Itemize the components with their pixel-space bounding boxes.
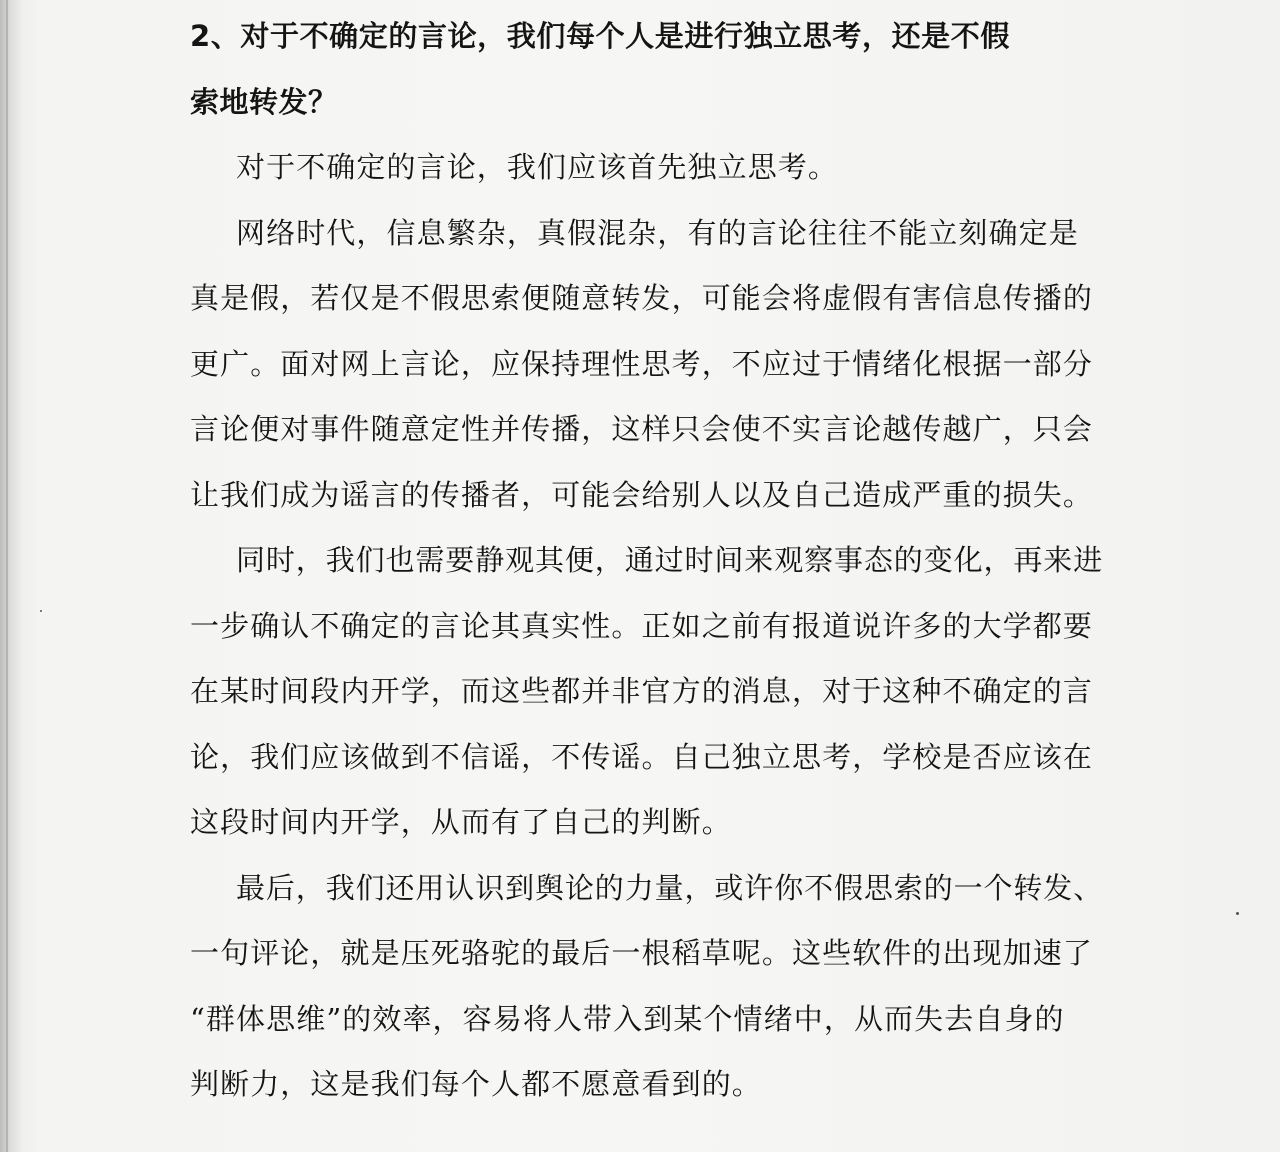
question-heading-line-1: 2、对于不确定的言论，我们每个人是进行独立思考，还是不假 <box>190 19 1010 53</box>
paragraph-2-line-3: 更广。面对网上言论，应保持理性思考，不应过于情绪化根据一部分 <box>190 346 1094 381</box>
paragraph-4-line-3: “群体思维”的效率，容易将人带入到某个情绪中，从而失去自身的 <box>190 1001 1065 1036</box>
scan-speck <box>40 610 42 612</box>
question-heading-line-2: 索地转发？ <box>190 84 338 119</box>
paragraph-2-line-5: 让我们成为谣言的传播者，可能会给别人以及自己造成严重的损失。 <box>190 477 1094 512</box>
paragraph-2-line-4: 言论便对事件随意定性并传播，这样只会使不实言论越传越广，只会 <box>190 412 1094 446</box>
paragraph-1-line-1: 对于不确定的言论，我们应该首先独立思考。 <box>236 150 839 184</box>
document-body <box>190 10 1104 1124</box>
paragraph-3-line-5: 这段时间内开学，从而有了自己的判断。 <box>190 805 732 839</box>
page-edge-shadow <box>0 0 22 1152</box>
scan-speck <box>1236 912 1239 915</box>
paragraph-3-line-4: 论，我们应该做到不信谣，不传谣。自己独立思考，学校是否应该在 <box>190 739 1094 774</box>
paragraph-2-line-2: 真是假，若仅是不假思索便随意转发，可能会将虚假有害信息传播的 <box>190 281 1094 315</box>
paragraph-4-line-2: 一句评论，就是压死骆驼的最后一根稻草呢。这些软件的出现加速了 <box>190 936 1094 970</box>
paragraph-3-line-1: 同时，我们也需要静观其便，通过时间来观察事态的变化，再来进 <box>236 543 1104 577</box>
paragraph-4-line-1: 最后，我们还用认识到舆论的力量，或许你不假思索的一个转发、 <box>236 870 1104 905</box>
paragraph-4-line-4: 判断力，这是我们每个人都不愿意看到的。 <box>190 1067 762 1101</box>
paragraph-3-line-3: 在某时间段内开学，而这些都并非官方的消息，对于这种不确定的言 <box>190 674 1094 708</box>
paragraph-3-line-2: 一步确认不确定的言论其真实性。正如之前有报道说许多的大学都要 <box>190 608 1094 643</box>
paragraph-2-line-1: 网络时代，信息繁杂，真假混杂，有的言论往往不能立刻确定是 <box>236 215 1079 250</box>
page-fold-line <box>6 0 8 1152</box>
